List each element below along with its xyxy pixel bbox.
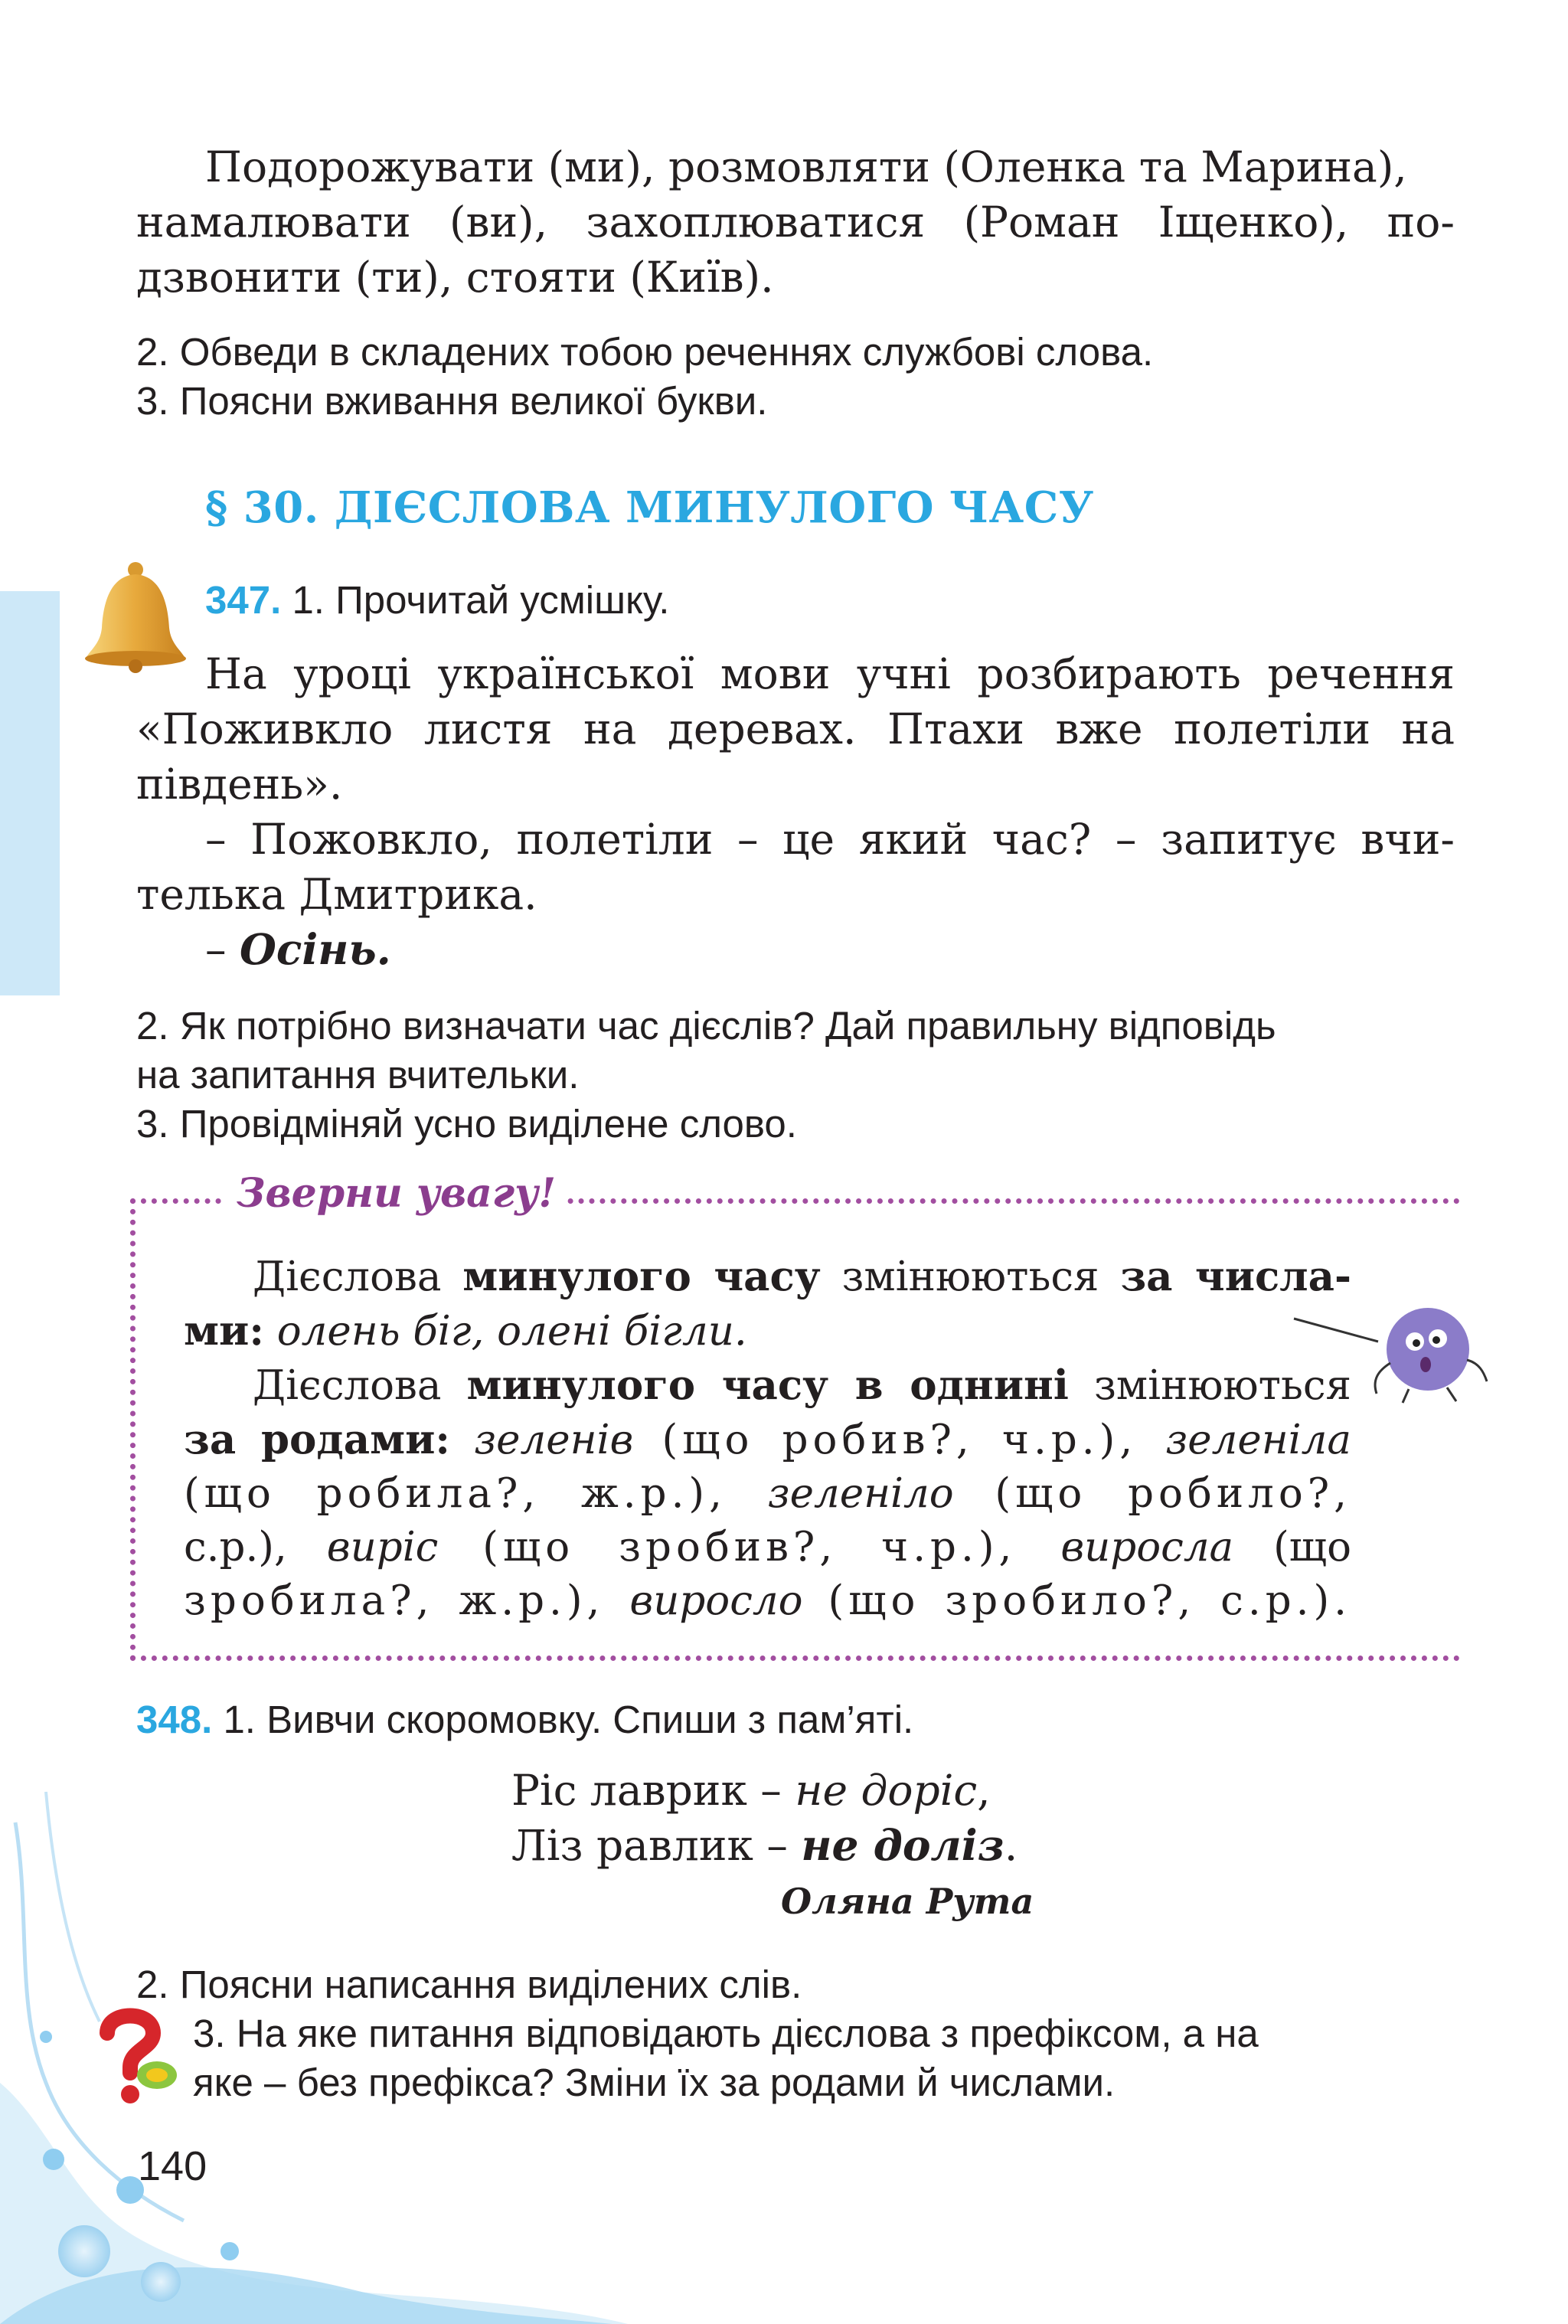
ex347-number: 347. xyxy=(205,578,282,622)
notice-p1-f: олень біг, олені бігли. xyxy=(263,1308,747,1355)
ex347-text-line-2: «Поживкло листя на деревах. Птахи вже полетіли на xyxy=(136,704,1455,753)
notice-p2-k: с.р.), xyxy=(184,1524,327,1571)
notice-p1-c: змінюються xyxy=(820,1254,1121,1300)
ex348-number: 348. xyxy=(136,1698,213,1741)
notice-p1-b: минулого часу xyxy=(462,1253,821,1300)
teacher-character-icon xyxy=(1286,1286,1501,1409)
intro-line-1: Подорожувати (ми), розмовляти (Оленка та Марина), xyxy=(205,142,1407,191)
ex347-task2-line-2: на запитання вчительки. xyxy=(136,1053,580,1097)
poem-line-2-a: Ліз равлик – xyxy=(511,1821,802,1870)
page-number: 140 xyxy=(138,2143,207,2189)
intro-line-2: намалювати (ви), захоплюватися (Роман Іщенко), по- xyxy=(136,198,1455,247)
poem-line-1-b: не доріс xyxy=(795,1766,978,1815)
notice-p2-c: змінюються xyxy=(1068,1362,1351,1409)
notice-p2-g: зеленіла xyxy=(1165,1417,1351,1463)
ex347-dialog-2-answer: Осінь. xyxy=(239,924,391,974)
notice-title: Зверни увагу! xyxy=(226,1170,567,1217)
ex347-task2-line-1: 2. Як потрібно визначати час дієслів? Дай правильну відповідь xyxy=(136,1004,1276,1048)
notice-p2-b: минулого часу в однині xyxy=(466,1361,1069,1409)
section-title: § 30. ДІЄСЛОВА МИНУЛОГО ЧАСУ xyxy=(205,482,1094,533)
ex347-text-line-3: південь». xyxy=(136,760,343,809)
notice-p2-d: за родами: xyxy=(184,1416,450,1463)
side-tab xyxy=(0,591,60,995)
notice-p1-a: Дієслова xyxy=(253,1254,463,1300)
ex347-dialog-1-line-1: – Пожовкло, полетіли – це який час? – запитує вчи- xyxy=(205,815,1455,864)
notice-p2-p: зробила?, ж.р.), xyxy=(184,1577,630,1624)
notice-p2-l: виріс xyxy=(326,1524,439,1571)
ex348-task3-line-2: яке – без префікса? Зміни їх за родами й числами. xyxy=(193,2061,1116,2104)
poem-author: Оляна Рута xyxy=(781,1881,1034,1922)
poem-line-1-c: , xyxy=(977,1766,991,1815)
notice-p2-a: Дієслова xyxy=(253,1362,467,1409)
poem-line-2-c: . xyxy=(1004,1821,1018,1870)
ex347-text-line-1: На уроці української мови учні розбирають речення xyxy=(205,649,1455,698)
notice-p2-f: (що робив?, ч.р.), xyxy=(633,1417,1166,1463)
notice-p2-n: виросла xyxy=(1060,1524,1234,1571)
notice-p2-h: (що робила?, ж.р.), xyxy=(184,1470,768,1517)
notice-p2-i: зеленіло xyxy=(767,1470,954,1517)
notice-p1-d: за числа- xyxy=(1120,1253,1351,1300)
poem-line-1-a: Ріс лаврик – xyxy=(511,1766,795,1815)
notice-p1-e: ми: xyxy=(184,1307,264,1355)
ex348-task3-line-1: 3. На яке питання відповідають дієслова з префіксом, а на xyxy=(193,2012,1259,2055)
notice-p2-r: (що зробило?, с.р.). xyxy=(802,1577,1352,1624)
poem-line-2-b: не доліз xyxy=(801,1820,1004,1870)
ex347-task1: 1. Прочитай усмішку. xyxy=(292,578,670,622)
ex347-dialog-2-dash: – xyxy=(205,925,240,974)
notice-p2-j: (що робило?, xyxy=(953,1470,1351,1517)
task-top-2: 2. Обведи в складених тобою реченнях службові слова. xyxy=(136,330,1154,374)
ex347-dialog-1-line-2: телька Дмитрика. xyxy=(136,870,537,919)
ex347-task3: 3. Провідміняй усно виділене слово. xyxy=(136,1102,797,1146)
ex348-task2: 2. Поясни написання виділених слів. xyxy=(136,1963,802,2006)
ex348-task1: 1. Вивчи скоромовку. Спиши з пам’яті. xyxy=(223,1698,914,1741)
notice-p2-o: (що xyxy=(1233,1524,1351,1571)
intro-line-3: дзвонити (ти), стояти (Київ). xyxy=(136,253,774,302)
notice-p2-q: виросло xyxy=(629,1577,803,1624)
notice-p2-e: зеленів xyxy=(449,1417,634,1463)
question-mark-character-icon xyxy=(77,2002,191,2117)
notice-p2-m: (що зробив?, ч.р.), xyxy=(438,1524,1061,1571)
task-top-3: 3. Поясни вживання великої букви. xyxy=(136,379,768,423)
